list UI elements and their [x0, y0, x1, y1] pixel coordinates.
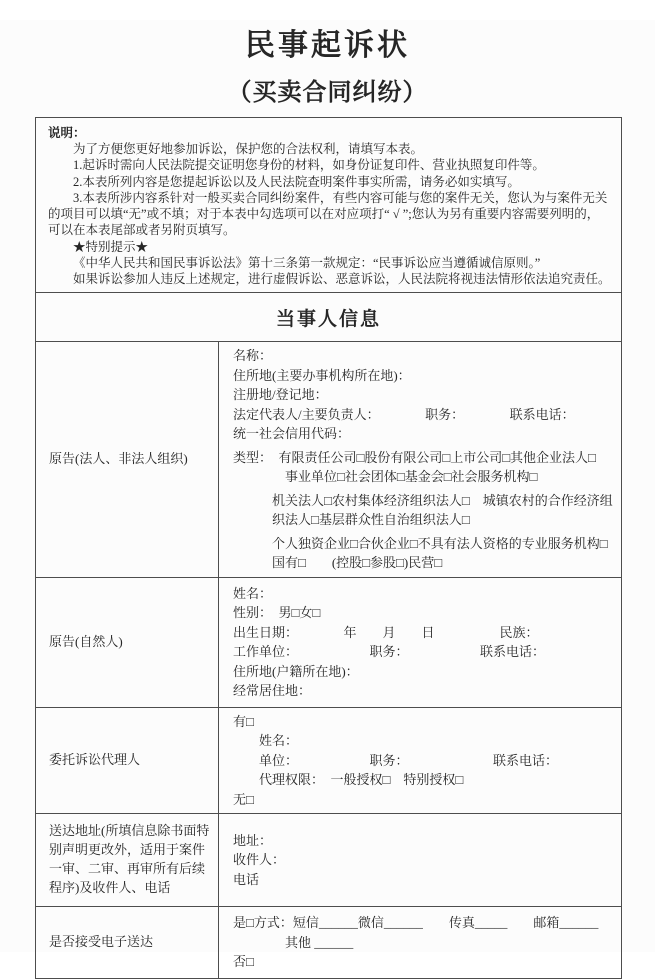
page-title: 民事起诉状: [245, 29, 410, 62]
field-eservice-other: 其他 ______: [285, 934, 354, 950]
field-person-domicile: 住所地(户籍所在地)：: [233, 663, 359, 679]
section-header-row: [36, 293, 622, 342]
field-agent-yes: 有□: [233, 713, 254, 729]
field-org-domicile: 住所地(主要办事机构所在地)：: [233, 367, 411, 383]
field-org-type-collective: 机关法人□农村集体经济组织法人□ 城镇农村的合作经济组织法人□基层群众性自治组织法人□: [272, 492, 613, 527]
section-header-party-info: 当事人信息: [36, 293, 622, 342]
instructions-cell: [36, 118, 622, 293]
field-eservice-no: 否□: [233, 954, 254, 970]
label-electronic-service: 是否接受电子送达: [36, 907, 219, 979]
instructions-paragraph: 3.本表所涉内容系针对一般买卖合同纠纷案件，有些内容可能与您的案件无关，您认为与案件无关的项目可以填“无”或不填；对于本表中勾选项可以在对应项打“ √ ”;您认为另有重要内容需要列明的，可以在本表尾部或者另附页填写。: [48, 190, 608, 238]
field-org-type-institution: 事业单位□社会团体□基金会□社会服务机构□: [285, 469, 538, 484]
field-service-address: 地址：: [233, 832, 273, 848]
field-service-recipient: 收件人：: [233, 852, 286, 868]
row-litigation-agent: [36, 707, 622, 814]
label-service-address: 送达地址(所填信息除书面特别声明更改外，适用于案件一审、二审、再审所有后续程序)及收件人、电话: [36, 814, 219, 907]
field-org-credit-code: 统一社会信用代码：: [233, 426, 351, 441]
field-agent-name: 姓名：: [259, 733, 299, 748]
label-plaintiff-person: 原告(自然人): [36, 577, 219, 707]
instructions-paragraph: 1.起诉时需向人民法院提交证明您身份的材料，如身份证复印件、营业执照复印件等。: [73, 158, 545, 173]
field-agent-employer: 单位： 职务： 联系电话：: [259, 752, 559, 768]
field-agent-none: 无□: [233, 791, 254, 807]
row-service-address: [36, 814, 622, 907]
label-plaintiff-org: 原告(法人、非法人组织): [36, 342, 219, 578]
field-person-name: 姓名：: [233, 585, 273, 601]
field-person-employer: 工作单位： 职务： 联系电话：: [233, 644, 546, 659]
field-person-birthdate-ethnicity: 出生日期： 年 月 日 民族：: [233, 624, 539, 640]
field-eservice-yes-methods: 是□方式：短信______微信______ 传真_____ 邮箱______: [233, 915, 599, 931]
row-electronic-service: [36, 907, 622, 979]
content-plaintiff-org: [219, 342, 622, 578]
field-service-phone: 电话: [233, 871, 260, 887]
instructions-paragraph: 《中华人民共和国民事诉讼法》第十三条第一款规定：“民事诉讼应当遵循诚信原则。”: [73, 255, 541, 270]
instructions-paragraph: 为了方便您更好地参加诉讼，保护您的合法权利，请填写本表。: [73, 142, 424, 156]
field-org-legal-representative: 法定代表人/主要负责人： 职务： 联系电话：: [233, 406, 575, 422]
instructions-paragraph: 2.本表所列内容是您提起诉讼以及人民法院查明案件事实所需，请务必如实填写。: [73, 174, 520, 189]
field-person-gender: 性别： 男□女□: [233, 605, 321, 620]
instructions-heading: 说明：: [48, 125, 86, 140]
field-org-type-company: 类型： 有限责任公司□股份有限公司□上市公司□其他企业法人□: [233, 449, 596, 465]
label-litigation-agent: 委托诉讼代理人: [36, 707, 219, 814]
field-org-name: 名称：: [233, 348, 273, 363]
content-litigation-agent: [219, 707, 622, 814]
complaint-form-table: [35, 117, 622, 979]
field-agent-authority: 代理权限： 一般授权□ 特别授权□: [259, 772, 464, 787]
content-service-address: [219, 814, 622, 907]
row-plaintiff-org: [36, 342, 622, 578]
page-subtitle: （买卖合同纠纷）: [227, 80, 428, 106]
field-org-type-ownership: 国有□ (控股□参股□)民营□: [272, 555, 443, 570]
field-org-type-sole-proprietorship: 个人独资企业□合伙企业□不具有法人资格的专业服务机构□: [272, 535, 608, 551]
content-electronic-service: [219, 907, 622, 979]
special-notice-heading: ★特别提示★: [73, 239, 149, 254]
instructions-row: [36, 118, 622, 293]
document-page: [0, 20, 655, 970]
instructions-paragraph: 如果诉讼参加人违反上述规定，进行虚假诉讼、恶意诉讼，人民法院将视违法情形依法追究责任。: [73, 272, 611, 286]
field-person-habitual-residence: 经常居住地：: [233, 683, 312, 698]
field-org-registered-address: 注册地/登记地：: [233, 387, 328, 402]
row-plaintiff-person: [36, 577, 622, 707]
content-plaintiff-person: [219, 577, 622, 707]
